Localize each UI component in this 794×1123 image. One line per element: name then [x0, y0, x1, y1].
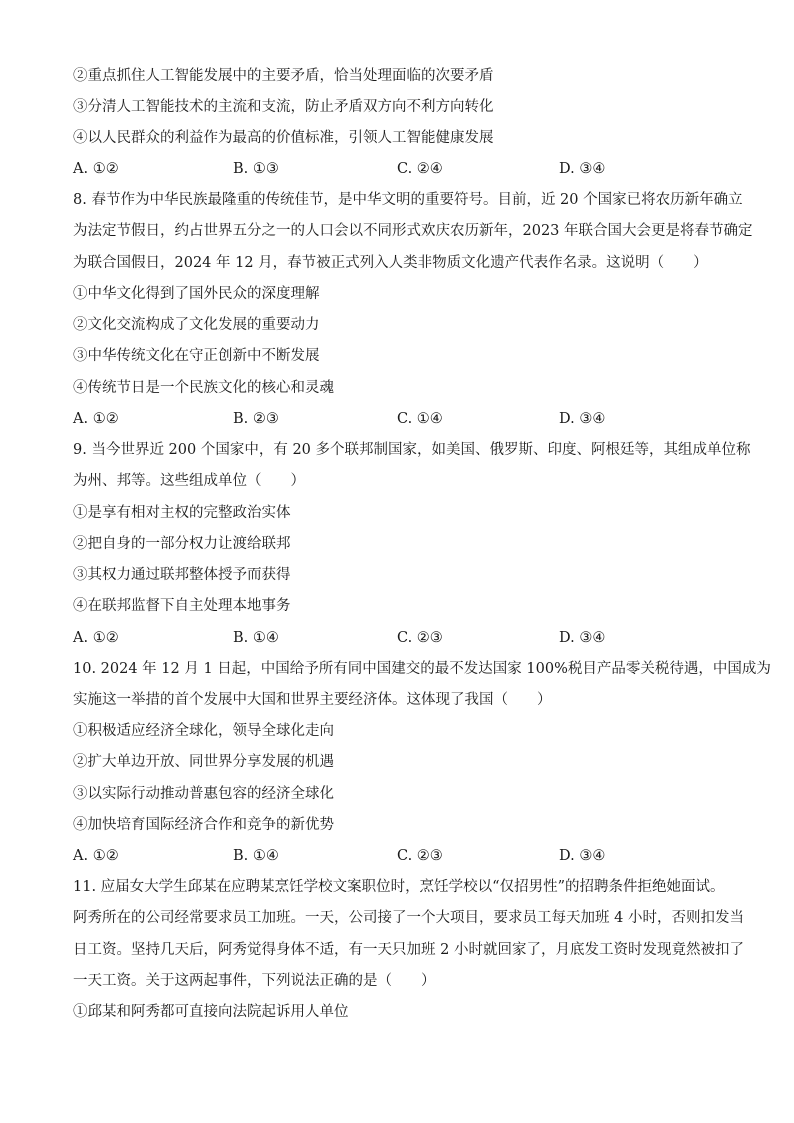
q7-statement-3: ③分清人工智能技术的主流和支流，防止矛盾双方向不利方向转化 — [73, 99, 494, 115]
q10-option-c: C. ②③ — [397, 848, 443, 864]
q10-options — [73, 846, 713, 866]
q10-stem-line-2: 实施这一举措的首个发展中大国和世界主要经济体。这体现了我国（ ） — [73, 692, 552, 708]
q8-statement-2: ②文化交流构成了文化发展的重要动力 — [73, 317, 320, 333]
q8-statement-4: ④传统节日是一个民族文化的核心和灵魂 — [73, 380, 334, 396]
q8-options — [73, 409, 713, 429]
q8-statement-3: ③中华传统文化在守正创新中不断发展 — [73, 348, 320, 364]
q10-option-a: A. ①② — [73, 848, 119, 864]
q11-stem-line-2: 阿秀所在的公司经常要求员工加班。一天，公司接了一个大项目，要求员工每天加班 4 小时，否则扣发当 — [73, 910, 744, 926]
q10-statement-1: ①积极适应经济全球化，领导全球化走向 — [73, 723, 334, 739]
q11-stem-line-4: 一天工资。关于这两起事件，下列说法正确的是（ ） — [73, 973, 436, 989]
q7-options — [73, 159, 713, 179]
q10-statement-4: ④加快培育国际经济合作和竞争的新优势 — [73, 817, 334, 833]
q10-option-b: B. ①④ — [233, 848, 279, 864]
q11-stem-line-1: 11. 应届女大学生邱某在应聘某烹饪学校文案职位时，烹饪学校以“仅招男性”的招聘条件拒绝她面试。 — [73, 879, 725, 895]
q7-option-b: B. ①③ — [233, 161, 279, 177]
q9-option-d: D. ③④ — [559, 630, 606, 646]
q11-statement-1: ①邱某和阿秀都可直接向法院起诉用人单位 — [73, 1004, 349, 1020]
q7-statement-4: ④以人民群众的利益作为最高的价值标准，引领人工智能健康发展 — [73, 130, 494, 146]
q9-options — [73, 628, 713, 648]
q8-option-a: A. ①② — [73, 411, 119, 427]
q10-statement-2: ②扩大单边开放、同世界分享发展的机遇 — [73, 754, 334, 770]
q9-statement-2: ②把自身的一部分权力让渡给联邦 — [73, 536, 291, 552]
q9-stem-line-2: 为州、邦等。这些组成单位（ ） — [73, 473, 305, 489]
q8-option-c: C. ①④ — [397, 411, 443, 427]
q9-stem-line-1: 9. 当今世界近 200 个国家中，有 20 多个联邦制国家，如美国、俄罗斯、印度、阿根廷等，其组成单位称 — [73, 442, 751, 458]
q10-stem-line-1: 10. 2024 年 12 月 1 日起，中国给予所有同中国建交的最不发达国家 100%税目产品零关税待遇，中国成为 — [73, 661, 771, 677]
q9-statement-4: ④在联邦监督下自主处理本地事务 — [73, 598, 291, 614]
q7-option-d: D. ③④ — [559, 161, 606, 177]
q8-stem-line-2: 为法定节假日，约占世界五分之一的人口会以不同形式欢庆农历新年，2023 年联合国大会更是将春节确定 — [73, 223, 753, 239]
q10-option-d: D. ③④ — [559, 848, 606, 864]
q8-statement-1: ①中华文化得到了国外民众的深度理解 — [73, 286, 320, 302]
q11-stem-line-3: 日工资。坚持几天后，阿秀觉得身体不适，有一天只加班 2 小时就回家了，月底发工资时发现竟然被扣了 — [73, 942, 744, 958]
q8-option-b: B. ②③ — [233, 411, 279, 427]
q9-option-b: B. ①④ — [233, 630, 279, 646]
q10-statement-3: ③以实际行动推动普惠包容的经济全球化 — [73, 786, 334, 802]
q7-statement-2: ②重点抓住人工智能发展中的主要矛盾，恰当处理面临的次要矛盾 — [73, 68, 494, 84]
q9-statement-1: ①是享有相对主权的完整政治实体 — [73, 505, 291, 521]
q8-option-d: D. ③④ — [559, 411, 606, 427]
q9-option-c: C. ②③ — [397, 630, 443, 646]
q9-option-a: A. ①② — [73, 630, 119, 646]
q7-option-c: C. ②④ — [397, 161, 443, 177]
q8-stem-line-1: 8. 春节作为中华民族最隆重的传统佳节，是中华文明的重要符号。目前，近 20 个国家已将农历新年确立 — [73, 192, 743, 208]
q7-option-a: A. ①② — [73, 161, 119, 177]
q8-stem-line-3: 为联合国假日，2024 年 12 月，春节被正式列入人类非物质文化遗产代表作名录。这说明（ ） — [73, 255, 708, 271]
q9-statement-3: ③其权力通过联邦整体授予而获得 — [73, 567, 291, 583]
